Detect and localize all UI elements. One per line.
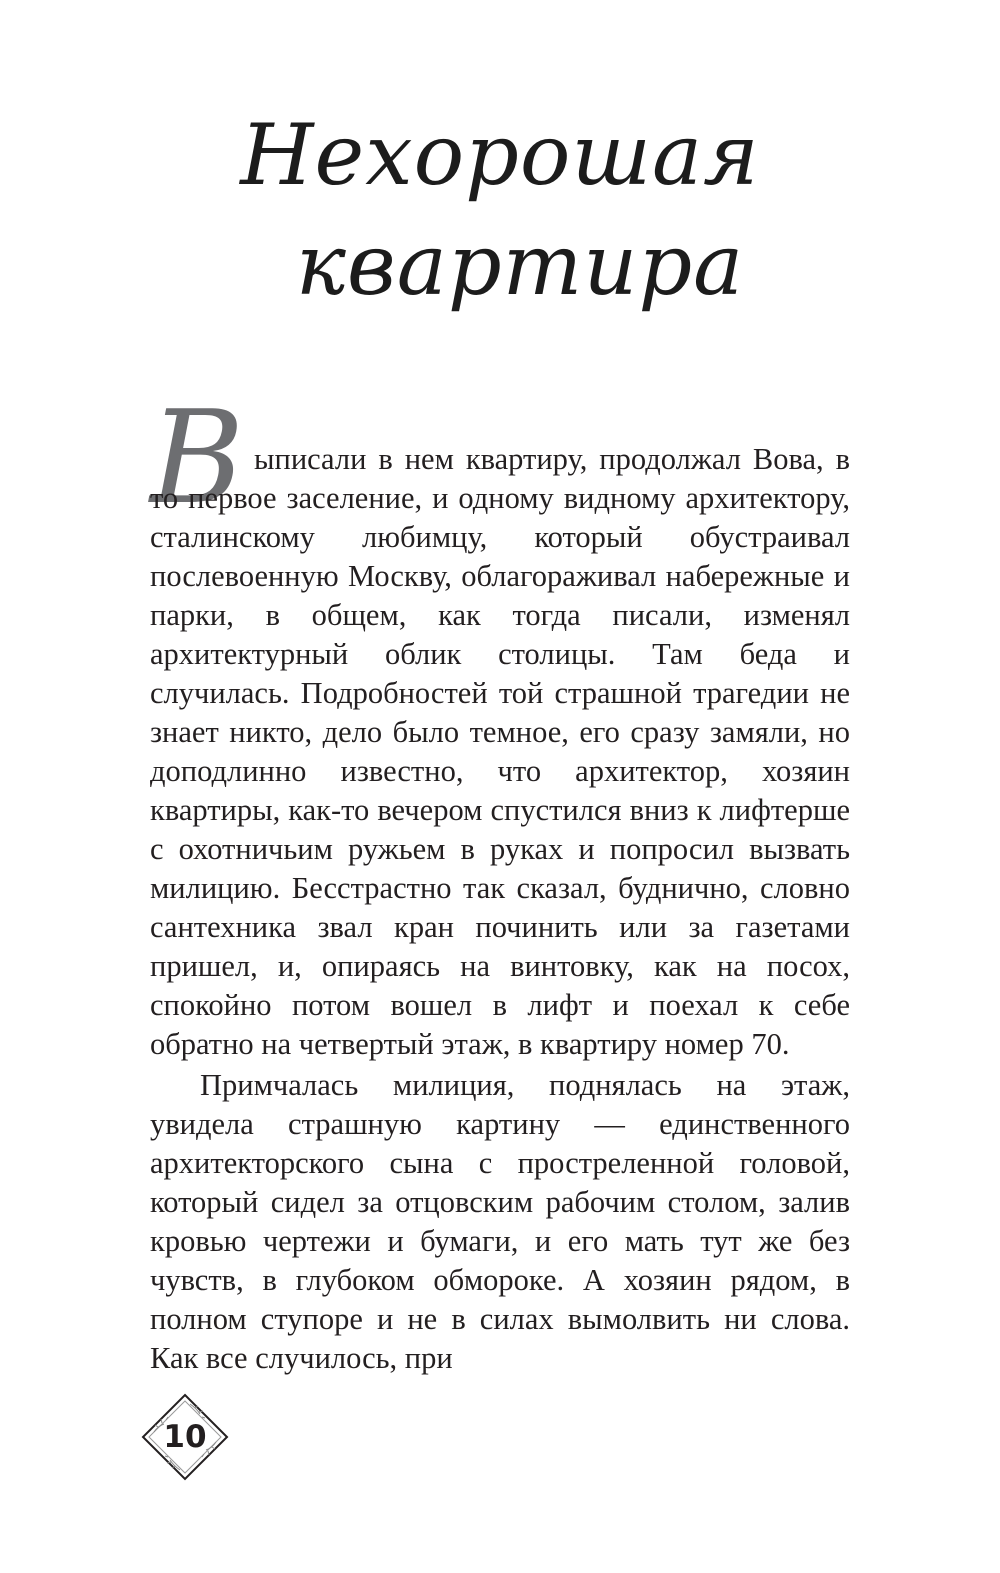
- paragraph-1: ыписали в нем квартиру, продолжал Вова, в то первое заселение, и одному видному архитектору, сталинскому любимцу, который обустраивал послевоенную Москву, облагораживал набережные и парки, в общем, как тогда писали, изменял архитектурный облик столицы. Там беда и случилась. Подробностей той страшной трагедии не знает никто, дело было темное, его сразу замяли, но доподлинно известно, что архитектор, хозяин квартиры, как-то вечером спустился вниз к лифтерше с охотничьим ружьем в руках и попросил вызвать милицию. Бесстрастно так сказал, буднично, словно сантехника звал кран починить или за газетами пришел, и, опираясь на винтовку, как на посох, спокойно потом вошел в лифт и поехал к себе обратно на четвертый этаж, в квартиру номер 70.: [150, 442, 850, 1061]
- drop-cap: В: [150, 384, 245, 533]
- paragraph-2: Примчалась милиция, поднялась на этаж, увидела страшную картину — единственного архитекторского сына с простреленной головой, который сидел за отцовским рабочим столом, залив кровью чертежи и бумаги, и его мать тут же без чувств, в глубоком обмороке. А хозяин рядом, в полном ступоре и не в силах вымолвить ни слова. Как все случилось, при: [150, 1068, 850, 1375]
- chapter-title: [200, 100, 800, 320]
- chapter-title-line-1: Нехорошая: [240, 106, 760, 204]
- page-number-frame: [140, 1392, 230, 1482]
- page-number: 10: [163, 1419, 207, 1455]
- chapter-title-line-2: квартира: [295, 216, 745, 314]
